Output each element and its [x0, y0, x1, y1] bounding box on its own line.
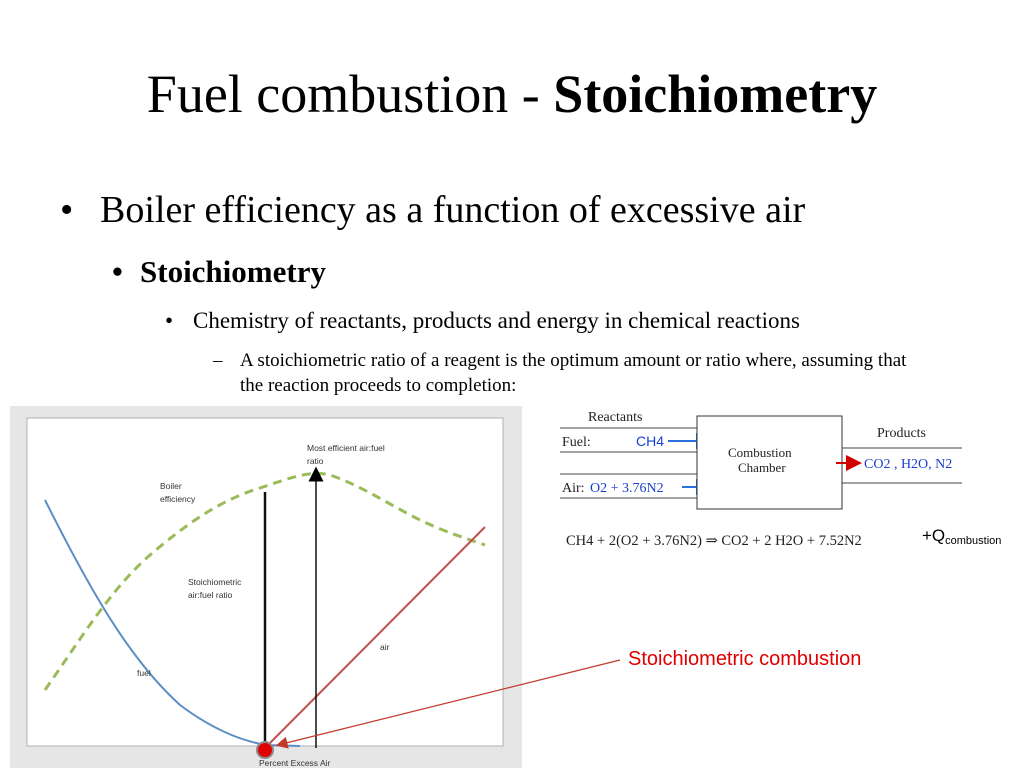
air-label: Air:: [562, 481, 585, 496]
chamber-label-1: Combustion: [728, 445, 792, 460]
reactants-label: Reactants: [588, 410, 643, 425]
label-stoich-2: air:fuel ratio: [188, 590, 233, 600]
stoich-combustion-callout: Stoichiometric combustion: [628, 648, 862, 670]
dash-marker: –: [213, 350, 223, 371]
label-most-efficient-2: ratio: [307, 456, 324, 466]
label-most-efficient-1: Most efficient air:fuel: [307, 443, 385, 453]
bullet-l3-text: Chemistry of reactants, products and energy in chemical reactions: [193, 308, 800, 333]
q-subscript: combustion: [945, 535, 1002, 547]
label-fuel: fuel: [137, 668, 151, 678]
air-species: O2 + 3.76N2: [590, 481, 664, 496]
label-boiler-2: efficiency: [160, 494, 196, 504]
fuel-species: CH4: [636, 433, 665, 449]
products-label: Products: [877, 426, 926, 441]
q-combustion-label: [922, 526, 1001, 547]
label-air: air: [380, 642, 390, 652]
title-regular: Fuel combustion -: [146, 64, 554, 124]
bullet-l1-text: Boiler efficiency as a function of excessive air: [100, 189, 806, 231]
label-x-axis: Percent Excess Air: [259, 758, 331, 768]
label-stoich-1: Stoichiometric: [188, 577, 242, 587]
label-boiler-1: Boiler: [160, 481, 182, 491]
stoich-point-marker: [257, 742, 273, 758]
bullet-l2-text: Stoichiometry: [140, 254, 326, 289]
title-bold: Stoichiometry: [553, 64, 878, 124]
chamber-label-2: Chamber: [738, 460, 786, 475]
q-prefix: +Q: [922, 526, 946, 545]
bullet-marker: •: [165, 308, 174, 333]
bullet-l4-text: A stoichiometric ratio of a reagent is the optimum amount or ratio where, assuming that the reaction proceeds to completion:: [240, 350, 907, 396]
fuel-label: Fuel:: [562, 435, 591, 450]
bullet-marker: •: [60, 189, 74, 231]
reaction-equation: CH4 + 2(O2 + 3.76N2) ⇒ CO2 + 2 H2O + 7.52N2: [566, 533, 862, 549]
bullet-marker: •: [112, 254, 123, 289]
products-species: CO2 , H2O, N2: [864, 457, 953, 472]
